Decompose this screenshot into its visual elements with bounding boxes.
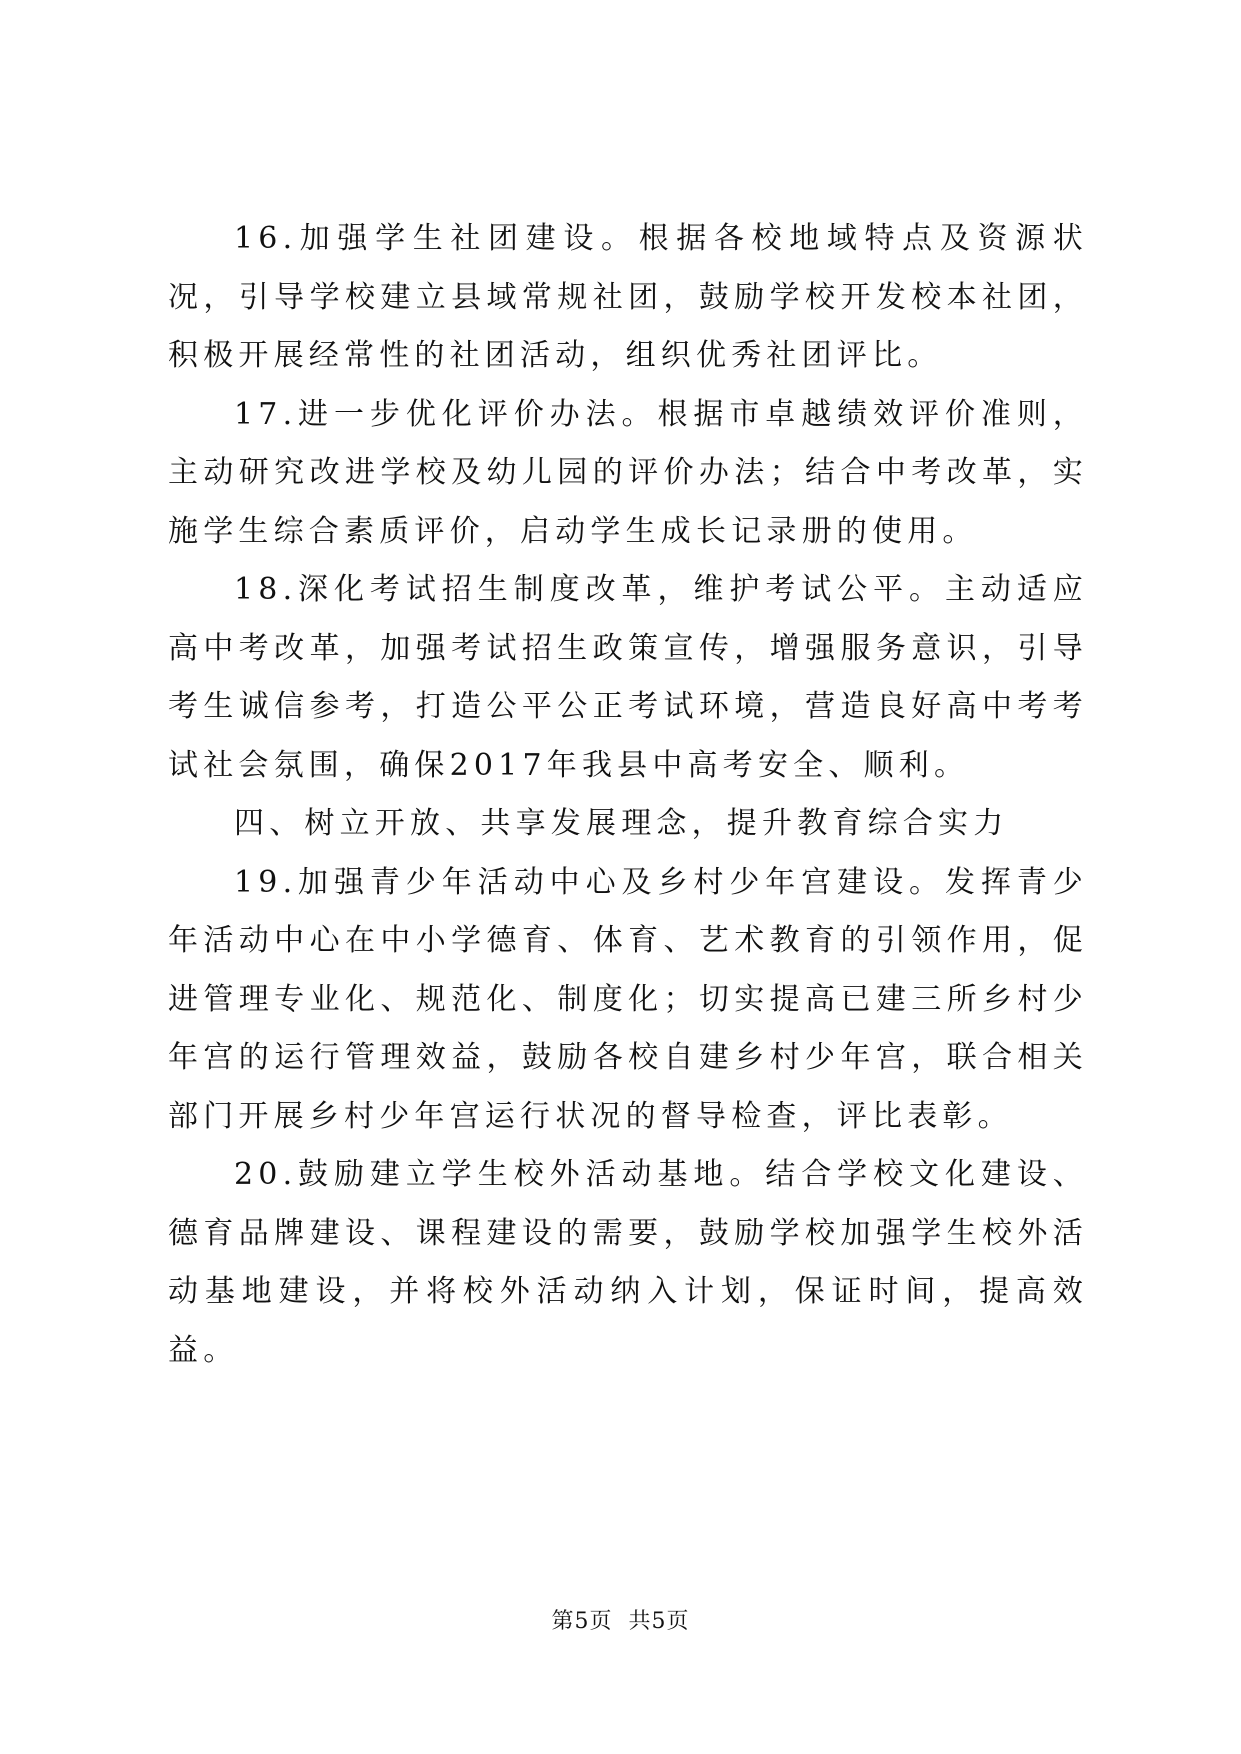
paragraph-17: 17.进一步优化评价办法。根据市卓越绩效评价准则，主动研究改进学校及幼儿园的评价办法；结合中考改革，实施学生综合素质评价，启动学生成长记录册的使用。: [168, 396, 1088, 549]
page-footer: [0, 1604, 1241, 1635]
paragraph-18: 18.深化考试招生制度改革，维护考试公平。主动适应高中考改革，加强考试招生政策宣传，增强服务意识，引导考生诚信参考，打造公平公正考试环境，营造良好高中考考试社会氛围，确保2017年我县中高考安全、顺利。: [168, 572, 1088, 783]
paragraph-20: 20.鼓励建立学生校外活动基地。结合学校文化建设、德育品牌建设、课程建设的需要，鼓励学校加强学生校外活动基地建设，并将校外活动纳入计划，保证时间，提高效益。: [168, 1157, 1088, 1368]
paragraph-19: 19.加强青少年活动中心及乡村少年宫建设。发挥青少年活动中心在中小学德育、体育、艺术教育的引领作用，促进管理专业化、规范化、制度化；切实提高已建三所乡村少年宫的运行管理效益，鼓励各校自建乡村少年宫，联合相关部门开展乡村少年宫运行状况的督导检查，评比表彰。: [168, 864, 1088, 1134]
page-number: 第5页 共5页: [551, 1609, 690, 1634]
paragraph-16: 16.加强学生社团建设。根据各校地域特点及资源状况，引导学校建立县域常规社团，鼓励学校开发校本社团，积极开展经常性的社团活动，组织优秀社团评比。: [168, 221, 1088, 373]
section-heading: 四、树立开放、共享发展理念，提升教育综合实力: [234, 806, 1009, 841]
document-body: [168, 210, 1088, 1380]
